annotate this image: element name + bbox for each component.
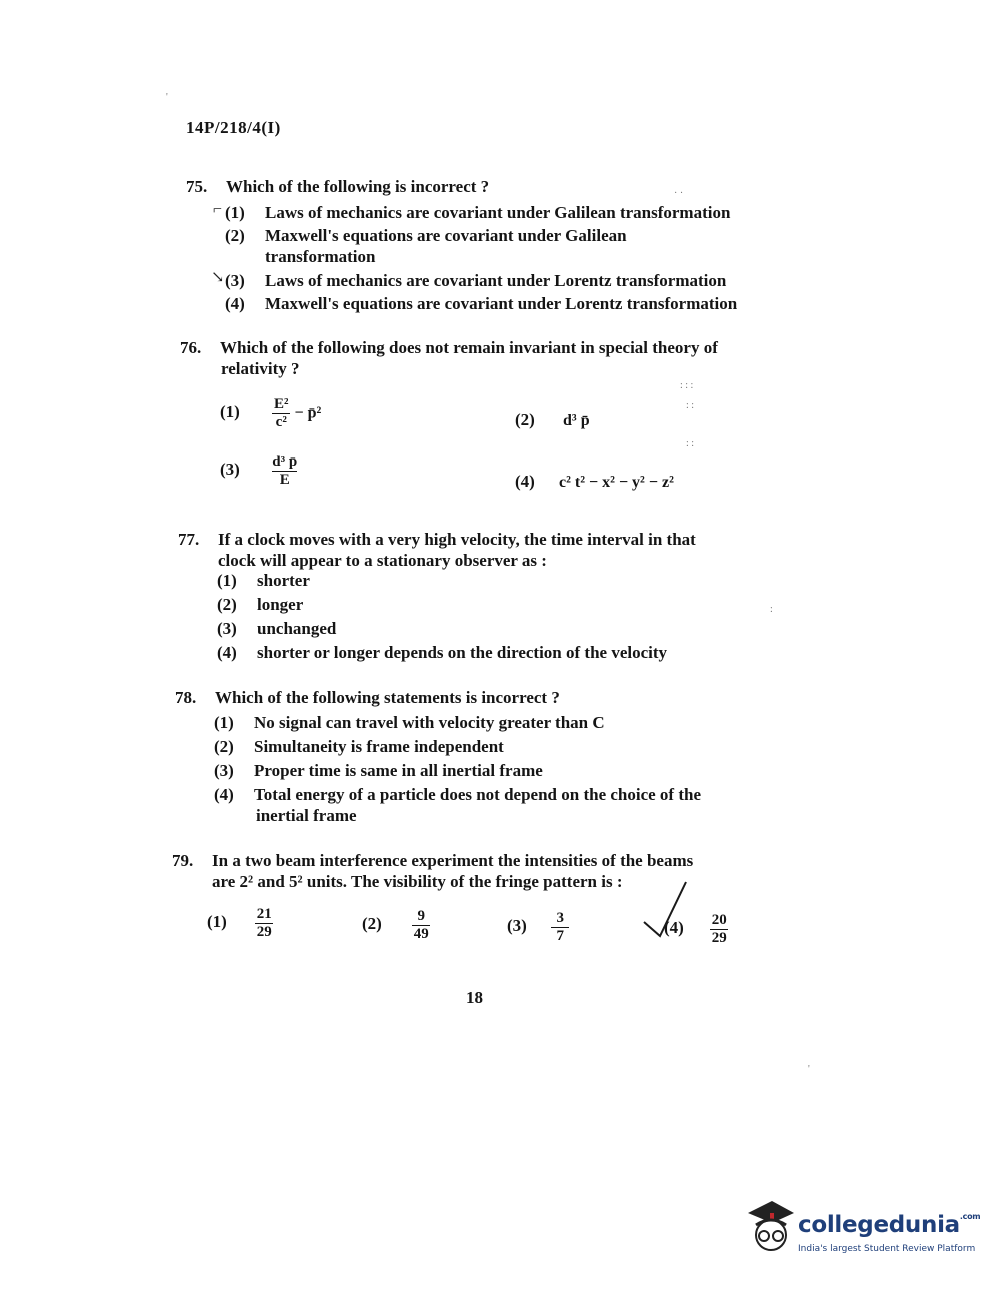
scan-speck: : xyxy=(770,604,773,615)
logo-tagline: India's largest Student Review Platform xyxy=(798,1244,976,1254)
option-79-1: (1) $\frac{21}{29}$ xyxy=(207,906,272,940)
option-75-2-cont: transformation xyxy=(265,247,376,266)
option-77-3: (3) unchanged xyxy=(217,619,337,638)
logo-wordmark: collegedunia$^{.com}$ xyxy=(798,1212,981,1238)
option-76-1: (1) $\frac{\text{E²}}{\text{c²}}$ − p̄² xyxy=(220,396,322,430)
option-76-2: (2) d³ p̄ xyxy=(515,410,590,429)
handwritten-check-icon xyxy=(642,880,690,942)
tick-mark-icon: ↘ xyxy=(211,269,225,286)
question-text: If a clock moves with a very high velocity, the time interval in that xyxy=(218,530,696,549)
option-75-3: (3) Laws of mechanics are covariant under Lorentz transformation xyxy=(225,271,727,290)
question-number: 78. xyxy=(175,688,197,707)
scan-speck: ' xyxy=(166,92,168,103)
question-76 xyxy=(180,337,718,359)
scan-speck: : : : xyxy=(680,380,694,391)
scan-speck: · · xyxy=(674,188,684,199)
option-79-2: (2) $\frac{9}{49}$ xyxy=(362,908,429,942)
question-79 xyxy=(172,850,693,872)
question-text: Which of the following does not remain invariant in special theory of xyxy=(220,338,718,357)
option-79-4: (4) $\frac{20}{29}$ xyxy=(664,912,727,946)
option-78-2: (2) Simultaneity is frame independent xyxy=(214,737,504,756)
question-number: 75. xyxy=(186,177,208,196)
page-header: 14P/218/4(I) xyxy=(186,118,281,137)
option-75-4: (4) Maxwell's equations are covariant under Lorentz transformation xyxy=(225,294,738,313)
question-text: Which of the following is incorrect ? xyxy=(226,177,490,196)
scan-speck: ' xyxy=(808,1064,810,1075)
question-77 xyxy=(178,529,696,551)
question-77-cont: clock will appear to a stationary observer as : xyxy=(218,551,547,570)
option-76-4: (4) c² t² − x² − y² − z² xyxy=(515,472,674,491)
question-number: 79. xyxy=(172,851,194,870)
tick-mark-icon: ⌐ xyxy=(213,201,223,218)
option-79-3: (3) $\frac{3}{7}$ xyxy=(507,910,569,945)
question-79-cont: are 2² and 5² units. The visibility of the fringe pattern is : xyxy=(212,872,623,891)
option-77-1: (1) shorter xyxy=(217,571,310,590)
page-number: 18 xyxy=(466,988,483,1007)
question-number: 76. xyxy=(180,338,202,357)
question-text: Which of the following statements is incorrect ? xyxy=(215,688,560,707)
question-number: 77. xyxy=(178,530,200,549)
option-78-4: (4) Total energy of a particle does not depend on the choice of the xyxy=(214,785,702,804)
option-76-3: (3) $\frac{\text{d³ p̄}}{E}$ xyxy=(220,454,298,488)
option-75-1: (1) Laws of mechanics are covariant under Galilean transformation xyxy=(225,203,731,222)
option-78-4-cont: inertial frame xyxy=(256,806,357,825)
option-77-4: (4) shorter or longer depends on the direction of the velocity xyxy=(217,643,668,662)
scan-speck: : : xyxy=(686,438,695,449)
option-75-2: (2) Maxwell's equations are covariant under Galilean xyxy=(225,226,627,245)
option-78-1: (1) No signal can travel with velocity greater than C xyxy=(214,713,605,732)
question-76-cont: relativity ? xyxy=(221,359,300,378)
scan-speck: : : xyxy=(686,400,695,411)
question-75 xyxy=(186,176,489,198)
option-78-3: (3) Proper time is same in all inertial frame xyxy=(214,761,543,780)
question-text: In a two beam interference experiment the intensities of the beams xyxy=(212,851,694,870)
option-77-2: (2) longer xyxy=(217,595,304,614)
question-78 xyxy=(175,687,560,709)
